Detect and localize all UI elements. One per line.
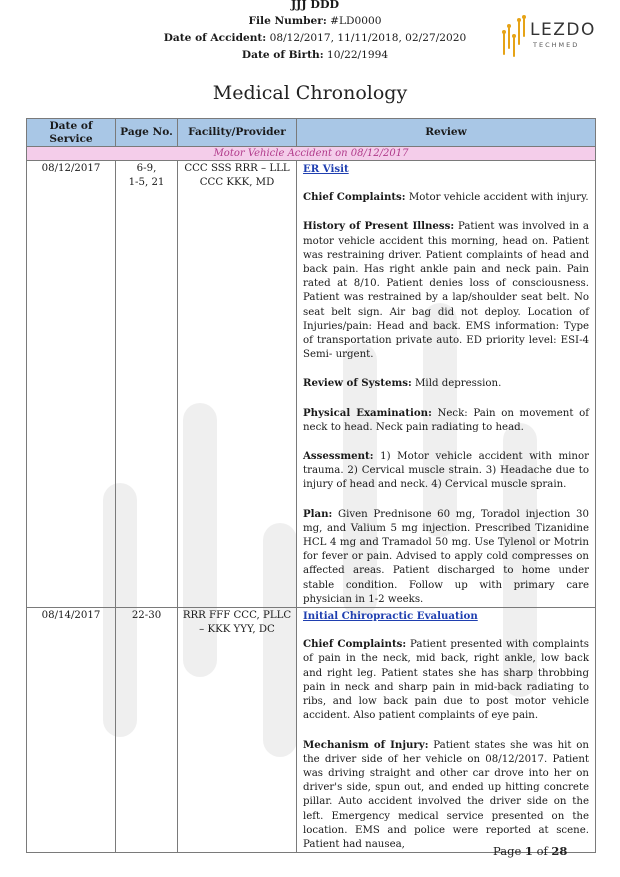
review-section	[303, 738, 589, 853]
page-numbers-line: 6-9,	[136, 163, 157, 174]
date-of-accident-value: 08/12/2017, 11/11/2018, 02/27/2020	[269, 32, 467, 44]
page-numbers	[116, 161, 178, 608]
company-logo	[500, 14, 610, 58]
section-label: Chief Complaints:	[303, 191, 406, 204]
review-section	[303, 637, 589, 723]
section-text: 1) Motor vehicle accident with minor trauma. 2) Cervical muscle strain. 3) Headache due to injury of head and neck. 4) Cervical muscle sprain.	[303, 451, 589, 491]
date-of-accident-label: Date of Accident:	[163, 32, 267, 44]
date-of-birth-value: 10/22/1994	[327, 49, 389, 61]
patient-info	[120, 0, 510, 64]
review-cell	[297, 161, 596, 608]
service-date: 08/14/2017	[27, 608, 116, 853]
page-total: 28	[551, 844, 568, 858]
review-section	[303, 449, 589, 493]
accident-band-row	[27, 147, 596, 161]
facility-line: – KKK YYY, DC	[199, 624, 275, 636]
section-label: Physical Examination:	[303, 406, 432, 419]
document-title: Medical Chronology	[212, 82, 408, 104]
review-section	[303, 507, 589, 607]
section-label: History of Present Illness:	[303, 220, 455, 233]
section-label: Plan:	[303, 507, 333, 520]
section-text: Given Prednisone 60 mg, Toradol injection 30 mg, and Valium 5 mg injection. Prescribed Tizanidine HCL 4 mg and Tramadol 50 mg. Use Tylenol or Motrin for fever or pain. Advised to apply cold compresses on affected areas. Patient discharged to home under stable condition. Follow up with primary care physician in 1-2 weeks.	[303, 508, 589, 605]
review-section	[303, 190, 589, 205]
section-text: Patient states she was hit on the driver side of her vehicle on 08/12/2017. Patient was driving straight and other car drove into her on driver's side, spun out, and ended up hitting concrete pillar. Auto accident involved the driver side on the left. Emergency medical service presented on the location. EMS and police were reported at scene. Patient had nausea,	[303, 739, 589, 850]
service-date: 08/12/2017	[27, 161, 116, 608]
section-label: Chief Complaints:	[303, 638, 407, 651]
review-section	[303, 376, 589, 391]
medical-chronology-table	[26, 118, 596, 853]
page-numbers	[116, 608, 178, 853]
logo-mark-icon	[500, 14, 530, 58]
table-row	[27, 608, 596, 853]
date-of-birth-label: Date of Birth:	[241, 49, 324, 61]
page-numbers-line: 22-30	[131, 610, 162, 622]
logo-name: LEZDO	[530, 20, 596, 40]
review-section	[303, 219, 589, 362]
table-header-row	[27, 119, 596, 147]
column-header-facility: Facility/Provider	[178, 119, 297, 147]
facility-line: CCC SSS RRR – LLL	[184, 163, 290, 174]
file-number-label: File Number:	[248, 15, 327, 27]
review-section	[303, 406, 589, 435]
facility-provider	[178, 608, 297, 853]
page-footer	[493, 844, 567, 858]
section-label: Assessment:	[303, 450, 374, 463]
column-header-review: Review	[297, 119, 596, 147]
section-label: Review of Systems:	[303, 377, 412, 390]
column-header-date: Date of Service	[27, 119, 116, 147]
facility-provider	[178, 161, 297, 608]
facility-line: RRR FFF CCC, PLLC	[182, 610, 292, 622]
section-text: Neck: Pain on movement of neck to head. Neck pain radiating to head.	[303, 407, 589, 433]
facility-line: CCC KKK, MD	[199, 177, 275, 189]
page-of-label: of	[536, 844, 548, 858]
logo-subtitle: TECHMED	[533, 41, 580, 49]
patient-name: JJJ DDD	[290, 0, 340, 11]
table-row	[27, 161, 596, 608]
section-text: Patient presented with complaints of pain in the neck, mid back, right ankle, low back and right leg. Patient states she has sharp throbbing pain in neck and sharp pain in mid-back radiating to ribs, and low back pain due to post motor vehicle accident. Also patient complaints of eye pain.	[303, 639, 590, 722]
date-of-birth-line	[120, 47, 510, 64]
page-label: Page	[493, 844, 522, 858]
visit-link[interactable]: Initial Chiropractic Evaluation	[303, 610, 478, 623]
accident-band-label: Motor Vehicle Accident on 08/12/2017	[27, 147, 596, 161]
page-current: 1	[524, 844, 533, 858]
document-header	[0, 0, 620, 70]
date-of-accident-line	[120, 30, 510, 47]
column-header-page: Page No.	[116, 119, 178, 147]
visit-link[interactable]: ER Visit	[303, 163, 349, 175]
section-text: Patient was involved in a motor vehicle accident this morning, head on. Patient was restraining driver. Patient complaints of head and back pain. Has right ankle pain and neck pain. Pain rated at 8/10. Patient denies loss of consciousness. Patient was restrained by a lap/shoulder seat belt. No seat belt sign. Air bag did not deploy. Location of Injuries/pain: Head and back. EMS information: Type of transportation private auto. ED priority level: ESI-4 Semi- urgent.	[303, 221, 589, 361]
review-cell	[297, 608, 596, 853]
section-text: Mild depression.	[415, 378, 502, 390]
section-text: Motor vehicle accident with injury.	[408, 192, 589, 204]
file-number-value: #LD0000	[330, 15, 382, 27]
file-number-line	[120, 13, 510, 30]
section-label: Mechanism of Injury:	[303, 738, 429, 751]
page-numbers-line: 1-5, 21	[128, 177, 165, 189]
